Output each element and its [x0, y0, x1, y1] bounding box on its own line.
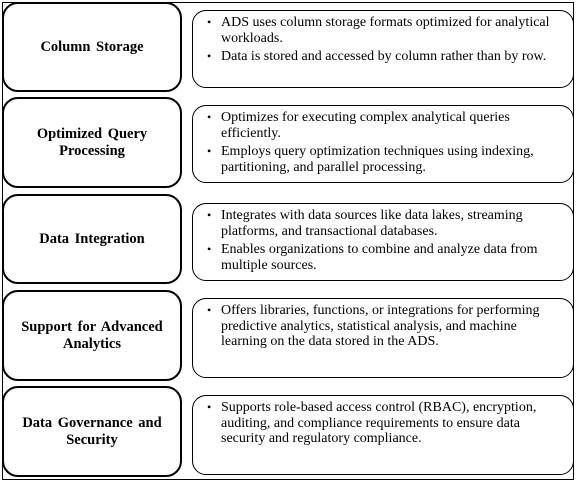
feature-label: [2, 97, 182, 188]
bullet-item: [207, 303, 563, 350]
feature-row-data-integration: [0, 194, 577, 286]
bullet-item: [207, 15, 563, 46]
feature-row-advanced-analytics: [0, 290, 577, 382]
bullet-icon: •: [207, 303, 212, 317]
bullet-list: [207, 303, 563, 350]
feature-description: [192, 395, 574, 475]
feature-label-text: Column Storage: [40, 38, 144, 55]
feature-label: [2, 290, 182, 381]
feature-label-text: Data Governance and Security: [22, 414, 162, 448]
bullet-item: [207, 208, 563, 239]
feature-label: [2, 2, 182, 92]
bullet-icon: •: [207, 110, 212, 124]
bullet-icon: •: [207, 242, 212, 256]
bullet-icon: •: [207, 144, 212, 158]
bullet-item: [207, 144, 563, 175]
bullet-icon: •: [207, 400, 212, 414]
bullet-list: [207, 208, 563, 273]
bullet-text: Integrates with data sources like data lakes, streaming platforms, and transactional databases.: [221, 208, 523, 239]
feature-label-text: Support for Advanced Analytics: [21, 318, 163, 352]
feature-label: [2, 386, 182, 477]
bullet-icon: •: [207, 49, 212, 63]
feature-label: [2, 194, 182, 284]
bullet-item: [207, 110, 563, 141]
bullet-text: Employs query optimization techniques using indexing, partitioning, and parallel processing.: [221, 144, 534, 175]
bullet-text: Data is stored and accessed by column rather than by row.: [221, 49, 547, 64]
bullet-icon: •: [207, 15, 212, 29]
bullet-list: [207, 110, 563, 175]
feature-description: [192, 105, 574, 183]
bullet-item: [207, 400, 563, 447]
feature-description: [192, 203, 574, 281]
feature-label-text: Optimized Query Processing: [36, 125, 148, 159]
bullet-item: [207, 242, 563, 273]
feature-row-optimized-query-processing: [0, 97, 577, 189]
bullet-text: Enables organizations to combine and analyze data from multiple sources.: [221, 242, 538, 273]
feature-description: [192, 10, 574, 88]
feature-description: [192, 298, 574, 378]
bullet-text: Supports role-based access control (RBAC), encryption, auditing, and compliance requirements to ensure data security and regulatory compliance.: [221, 400, 537, 446]
feature-row-data-governance-security: [0, 386, 577, 479]
bullet-text: ADS uses column storage formats optimized for analytical workloads.: [221, 15, 550, 46]
bullet-text: Offers libraries, functions, or integrations for performing predictive analytics, statistical analysis, and machine learning on the data stored in the ADS.: [221, 303, 540, 349]
bullet-icon: •: [207, 208, 212, 222]
feature-row-column-storage: [0, 2, 577, 94]
bullet-text: Optimizes for executing complex analytical queries efficiently.: [221, 110, 510, 141]
bullet-list: [207, 15, 563, 65]
bullet-list: [207, 400, 563, 447]
bullet-item: [207, 49, 563, 65]
feature-label-text: Data Integration: [39, 230, 145, 247]
